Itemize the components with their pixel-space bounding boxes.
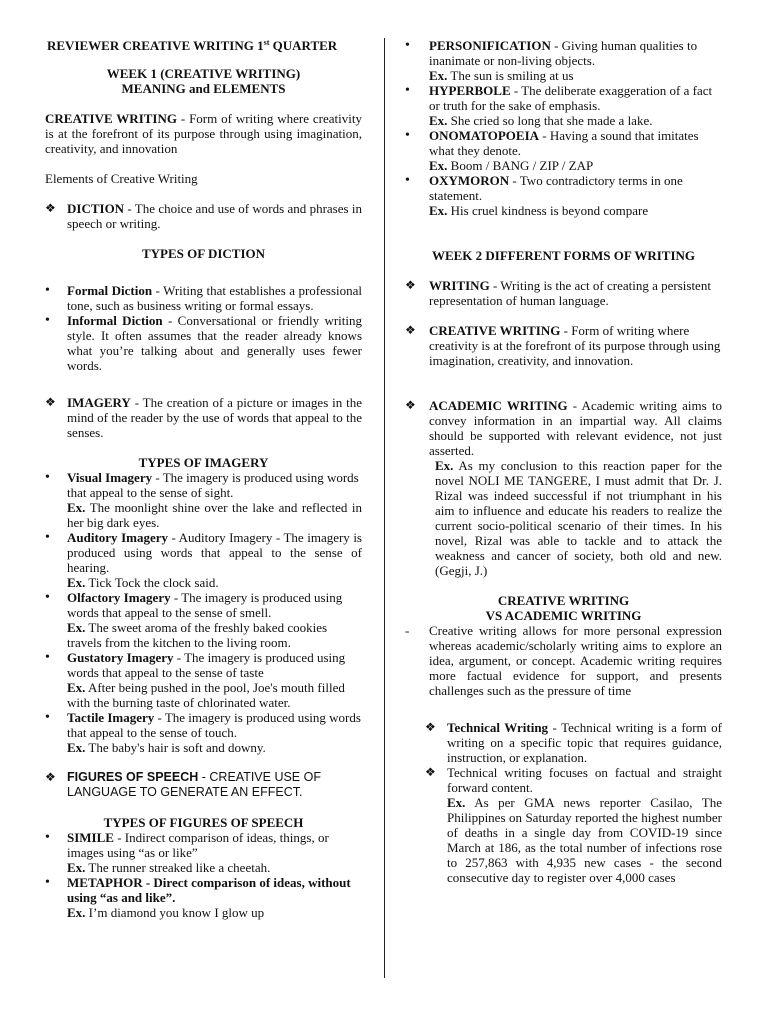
informal-diction-item: • Informal Diction - Conversational or friendly writing style. It often assumes that the reader already knows what you’re talking about and generally uses fewer words. <box>45 313 362 373</box>
olfactory-imagery-item: • Olfactory Imagery - The imagery is produced using words that appeal to the sense of smell. Ex. The sweet aroma of the freshly baked cookies travels from the kitchen to the living room. <box>45 590 343 650</box>
dot-bullet-icon: • <box>45 590 50 605</box>
week1-subheading: MEANING and ELEMENTS <box>121 81 286 96</box>
creative-writing-definition: CREATIVE WRITING - Form of writing where creativity is at the forefront of its purpose through using imagination, creativity, and innovation <box>45 111 362 156</box>
diamond-bullet-icon: ❖ <box>425 720 436 734</box>
diamond-bullet-icon: ❖ <box>425 765 436 779</box>
diamond-bullet-icon: ❖ <box>45 201 56 215</box>
visual-imagery-item: • Visual Imagery - The imagery is produced using words that appeal to the sense of sight. Ex. The moonlight shine over the lake and reflected in her big dark eyes. <box>45 470 362 530</box>
left-column <box>45 38 362 920</box>
academic-writing-item: ❖ ACADEMIC WRITING - Academic writing aims to convey information in an impartial way. All claims should be supported with relevant evidence, not just asserted. Ex. As my conclusion to this reaction paper for the novel NOLI ME TANGERE, I must admit that Dr. J. Rizal was indeed successful if not triumphant in his aim to influence and educate his readers to realize the current socio-political scenario of their times. In his novel, Rizal was able to tackle and to attack the weakness and cancer of society, both old and new. (Gegji, J.) <box>405 398 722 578</box>
diamond-bullet-icon: ❖ <box>45 395 56 409</box>
dot-bullet-icon: • <box>405 173 410 188</box>
types-of-figures-heading: TYPES OF FIGURES OF SPEECH <box>103 815 304 830</box>
dot-bullet-icon: • <box>45 710 50 725</box>
elements-label: Elements of Creative Writing <box>45 171 198 186</box>
document-title: REVIEWER CREATIVE WRITING 1st QUARTER <box>47 38 338 53</box>
formal-diction-item: • Formal Diction - Writing that establishes a professional tone, such as business writing or formal essays. <box>45 283 362 313</box>
diamond-bullet-icon: ❖ <box>405 398 416 412</box>
dot-bullet-icon: • <box>45 313 50 328</box>
dot-bullet-icon: • <box>45 650 50 665</box>
figures-of-speech-item: ❖ FIGURES OF SPEECH - CREATIVE USE OF LANGUAGE TO GENERATE AN EFFECT. <box>45 770 321 799</box>
right-column <box>405 38 722 885</box>
dot-bullet-icon: • <box>405 128 410 143</box>
dot-bullet-icon: • <box>405 83 410 98</box>
personification-item: • PERSONIFICATION - Giving human qualities to inanimate or non-living objects. Ex. The sun is smiling at us <box>405 38 698 83</box>
diamond-bullet-icon: ❖ <box>405 278 416 292</box>
types-of-diction-heading: TYPES OF DICTION <box>141 246 266 261</box>
dot-bullet-icon: • <box>45 283 50 298</box>
dot-bullet-icon: • <box>45 875 50 890</box>
onomatopoeia-item: • ONOMATOPOEIA - Having a sound that imitates what they denote. Ex. Boom / BANG / ZIP / ZAP <box>405 128 699 173</box>
auditory-imagery-item: • Auditory Imagery - Auditory Imagery - The imagery is produced using words that appeal to the sense of hearing. Ex. Tick Tock the clock said. <box>45 530 362 590</box>
column-divider <box>384 38 385 978</box>
vs-heading-line2: VS ACADEMIC WRITING <box>485 608 642 623</box>
gustatory-imagery-item: • Gustatory Imagery - The imagery is produced using words that appeal to the sense of taste Ex. After being pushed in the pool, Joe's mouth filled with the burning taste of chlorinated water. <box>45 650 346 710</box>
dot-bullet-icon: • <box>45 470 50 485</box>
metaphor-item: • METAPHOR - Direct comparison of ideas, without using “as and like”. Ex. I’m diamond you know I glow up <box>45 875 351 920</box>
diction-item: ❖ DICTION - The choice and use of words and phrases in speech or writing. <box>45 201 362 231</box>
creative-writing-item: ❖ CREATIVE WRITING - Form of writing where creativity is at the forefront of its purpose through using imagination, creativity, and innovation. <box>405 323 721 368</box>
imagery-item: ❖ IMAGERY - The creation of a picture or images in the mind of the reader by the use of words that appeal to the senses. <box>45 395 362 440</box>
simile-item: • SIMILE - Indirect comparison of ideas, things, or images using “as or like” Ex. The runner streaked like a cheetah. <box>45 830 329 875</box>
week2-heading: WEEK 2 DIFFERENT FORMS OF WRITING <box>431 248 696 263</box>
technical-writing-item: ❖ Technical Writing - Technical writing is a form of writing on a specific topic that requires guidance, instruction, or explanation. <box>425 720 722 765</box>
dash-bullet: - <box>405 623 410 638</box>
oxymoron-item: • OXYMORON - Two contradictory terms in one statement. Ex. His cruel kindness is beyond compare <box>405 173 683 218</box>
diamond-bullet-icon: ❖ <box>405 323 416 337</box>
types-of-imagery-heading: TYPES OF IMAGERY <box>138 455 269 470</box>
week1-heading: WEEK 1 (CREATIVE WRITING) <box>106 66 301 81</box>
vs-heading-line1: CREATIVE WRITING <box>497 593 630 608</box>
dot-bullet-icon: • <box>405 38 410 53</box>
diamond-bullet-icon: ❖ <box>45 770 56 784</box>
hyperbole-item: • HYPERBOLE - The deliberate exaggeration of a fact or truth for the sake of emphasis. Ex. She cried so long that she made a lake. <box>405 83 713 128</box>
dot-bullet-icon: • <box>45 530 50 545</box>
writing-item: ❖ WRITING - Writing is the act of creating a persistent representation of human language. <box>405 278 711 308</box>
technical-writing-focus-item: ❖ Technical writing focuses on factual and straight forward content. Ex. As per GMA news reporter Casilao, The Philippines on Saturday reported the highest number of deaths in a single day from COVID-19 since March at 186, as the total number of infections rose to 257,863 with 4,935 new cases - the second consecutive day to register over 4,000 cases <box>425 765 722 885</box>
vs-paragraph: - Creative writing allows for more personal expression whereas academic/scholarly writing aims to explore an idea, argument, or concept. Academic writing requires more factual evidence for support, and presents challenges such as the pressure of time <box>405 623 722 698</box>
tactile-imagery-item: • Tactile Imagery - The imagery is produced using words that appeal to the sense of touch. Ex. The baby's hair is soft and downy. <box>45 710 361 755</box>
dot-bullet-icon: • <box>45 830 50 845</box>
